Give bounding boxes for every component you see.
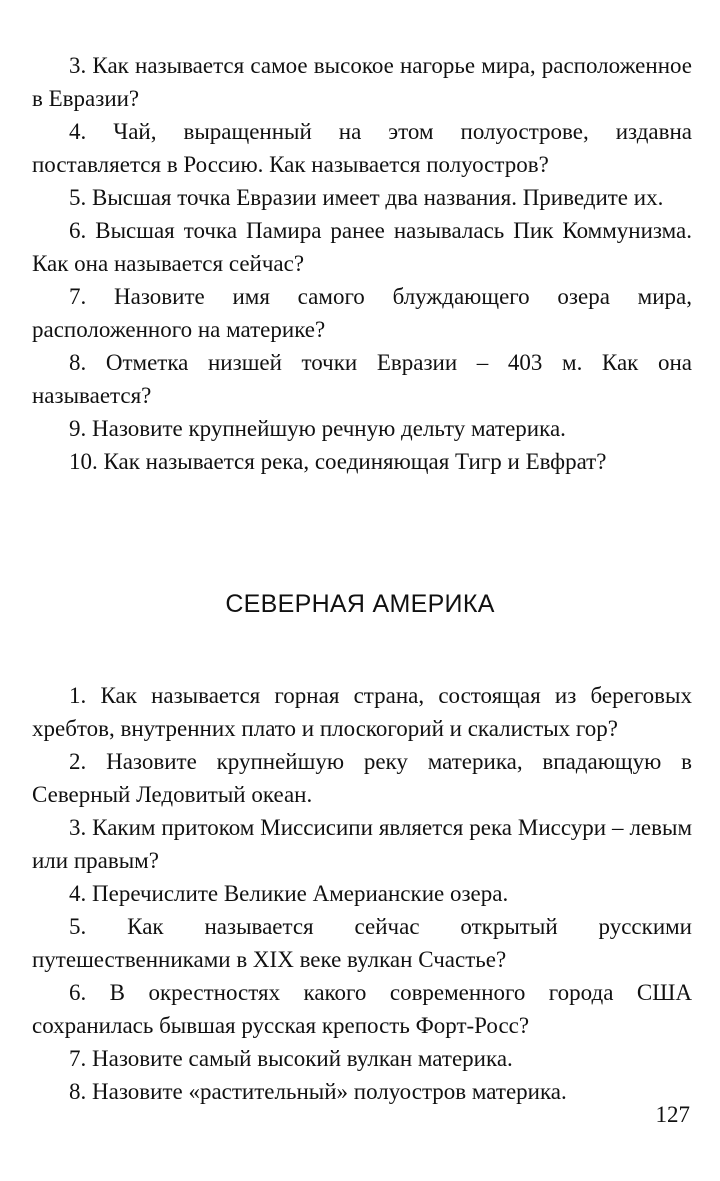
question-item: 2. Назовите крупнейшую реку материка, впадающую в Северный Ледовитый океан. [32,749,692,807]
question-item: 6. В окрестностях какого современного города США сохранилась бывшая русская крепость Форт-Росс? [32,980,692,1038]
question-item: 8. Назовите «растительный» полуостров материка. [69,1079,567,1104]
question-item: 5. Как называется сейчас открытый русскими путешественниками в XIX веке вулкан Счастье? [32,914,692,972]
question-item: 7. Назовите самый высокий вулкан материка. [69,1046,513,1071]
question-item: 3. Как называется самое высокое нагорье мира, расположенное в Евразии? [32,53,692,111]
question-item: 10. Как называется река, соединяющая Тигр и Евфрат? [69,449,607,474]
question-item: 1. Как называется горная страна, состоящая из береговых хребтов, внутренних плато и плоскогорий и скалистых гор? [32,683,692,741]
question-item: 5. Высшая точка Евразии имеет два названия. Приведите их. [69,185,664,210]
question-item: 3. Каким притоком Миссисипи является река Миссури – левым или правым? [32,815,692,873]
question-item: 6. Высшая точка Памира ранее называлась Пик Коммунизма. Как она называется сейчас? [32,218,692,276]
question-list-north-america [32,679,692,1108]
question-item: 7. Назовите имя самого блуждающего озера мира, расположенного на материке? [32,284,692,342]
question-item: 8. Отметка низшей точки Евразии – 403 м. Как она называется? [32,350,692,408]
section-heading: СЕВЕРНАЯ АМЕРИКА [225,590,495,618]
page-number: 127 [655,1102,690,1127]
question-item: 4. Перечислите Великие Америанские озера. [69,881,509,906]
question-list-eurasia [32,49,692,478]
question-item: 9. Назовите крупнейшую речную дельту материка. [69,416,566,441]
question-item: 4. Чай, выращенный на этом полуострове, издавна поставляется в Россию. Как называется полуостров? [32,119,692,177]
